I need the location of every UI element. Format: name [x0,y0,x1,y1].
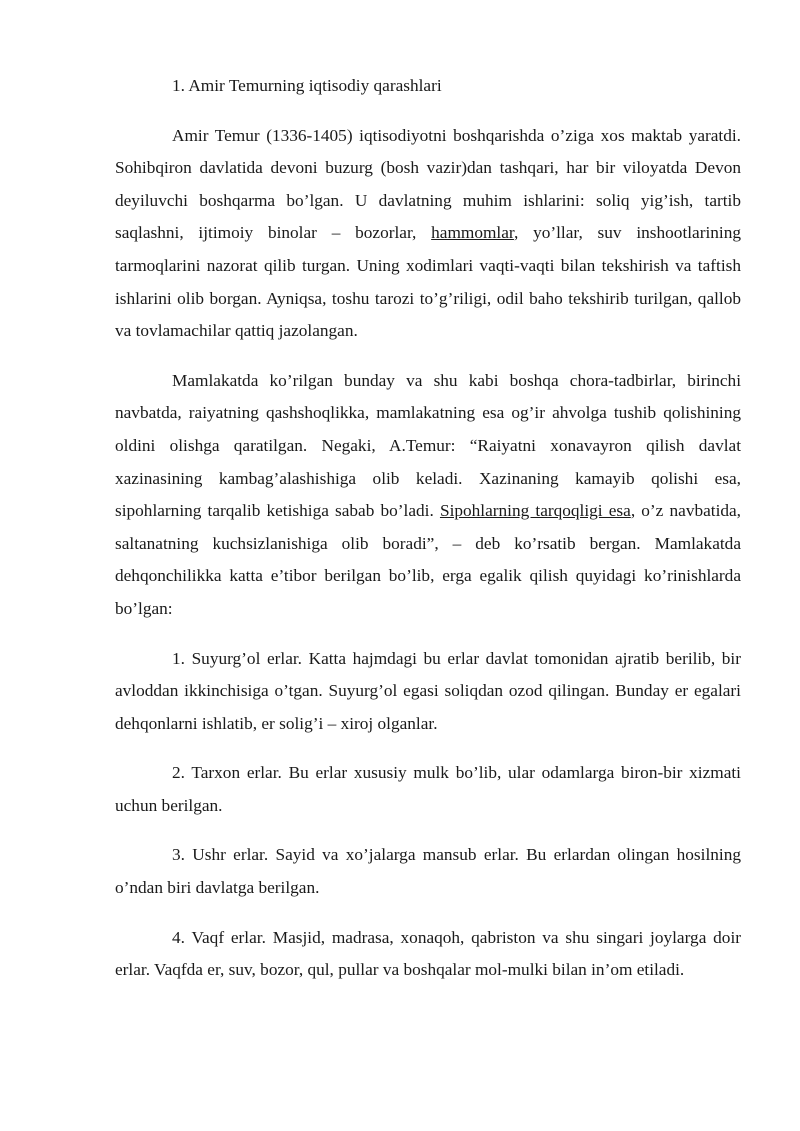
list-item-ushr [115,839,741,904]
list-item-tarxon [115,757,741,822]
list-item-label: 3. Ushr erlar. [172,845,269,865]
paragraph-intro-text-b: , yo’llar, suv inshootlarining tarmoqlarini nazorat qilib turgan. Uning xodimlari vaqti-vaqti bilan tekshirish va taftish ishlarini olib borgan. Ayniqsa, toshu tarozi to’g’riligi, odil baho tekshirib turilgan, qallob va tovlamachilar qattiq jazolangan. [115,223,741,341]
document-body [115,70,741,1004]
section-heading: 1. Amir Temurning iqtisodiy qarashlari [172,76,442,95]
list-item-text: Bu erlar xususiy mulk bo’lib, ular odamlarga biron-bir xizmati uchun berilgan. [115,763,741,815]
sipohlar-link[interactable]: Sipohlarning tarqoqligi esa [439,501,631,521]
list-item-suyurgol [115,643,741,741]
list-item-label: 2. Tarxon erlar. [172,763,282,783]
list-item-vaqf [115,922,741,987]
list-item-text: Masjid, madrasa, xonaqoh, qabriston va shu singari joylarga doir erlar. Vaqfda er, suv, bozor, qul, pullar va boshqalar mol-mulki bilan in’om etiladi. [115,927,741,980]
paragraph-intro-text-a: Amir Temur (1336-1405) iqtisodiyotni boshqarishda o’ziga xos maktab yaratdi. Sohibqiron davlatida devoni buzurg (bosh vazir)dan tashqari, har bir viloyatda Devon deyiluvchi boshqarma bo’lgan. U davlatning muhim ishlarini: soliq yig’ish, tartib saqlashni, ijtimoiy binolar – bozorlar, [115,125,741,243]
paragraph-measures-text-b: , o’z navbatida, saltanatning kuchsizlanishiga olib boradi”, – deb ko’rsatib bergan. Mamlakatda dehqonchilikka katta e’tibor berilgan bo’lib, erga egalik qilish quyidagi ko’rinishlarda bo’lgan: [115,501,741,618]
list-item-label: 4. Vaqf erlar. [172,927,266,947]
paragraph-intro [115,120,741,348]
paragraph-measures [115,365,741,626]
hammomlar-link[interactable]: hammomlar [431,223,514,243]
list-item-text: Sayid va xo’jalarga mansub erlar. Bu erlardan olingan hosilning o’ndan biri davlatga berilgan. [115,845,741,898]
list-item-text: Katta hajmdagi bu erlar davlat tomonidan ajratib berilib, bir avloddan ikkinchisiga o’tgan. Suyurg’ol egasi soliqdan ozod qilingan. Bunday er egalari dehqonlarni ishlatib, er solig’i – xiroj olganlar. [115,648,741,733]
list-item-label: 1. Suyurg’ol erlar. [172,648,302,668]
paragraph-measures-text-a: Mamlakatda ko’rilgan bunday va shu kabi boshqa chora-tadbirlar, birinchi navbatda, raiyatning qashshoqlikka, mamlakatning esa og’ir ahvolga tushib qolishining oldini olishga qaratilgan. Negaki, A.Temur: “Raiyatni xonavayron qilish davlat xazinasining kambag’alashishiga olib keladi. Xazinaning kamayib qolishi esa, sipohlarning tarqalib ketishiga sabab bo’ladi. [115,370,741,521]
